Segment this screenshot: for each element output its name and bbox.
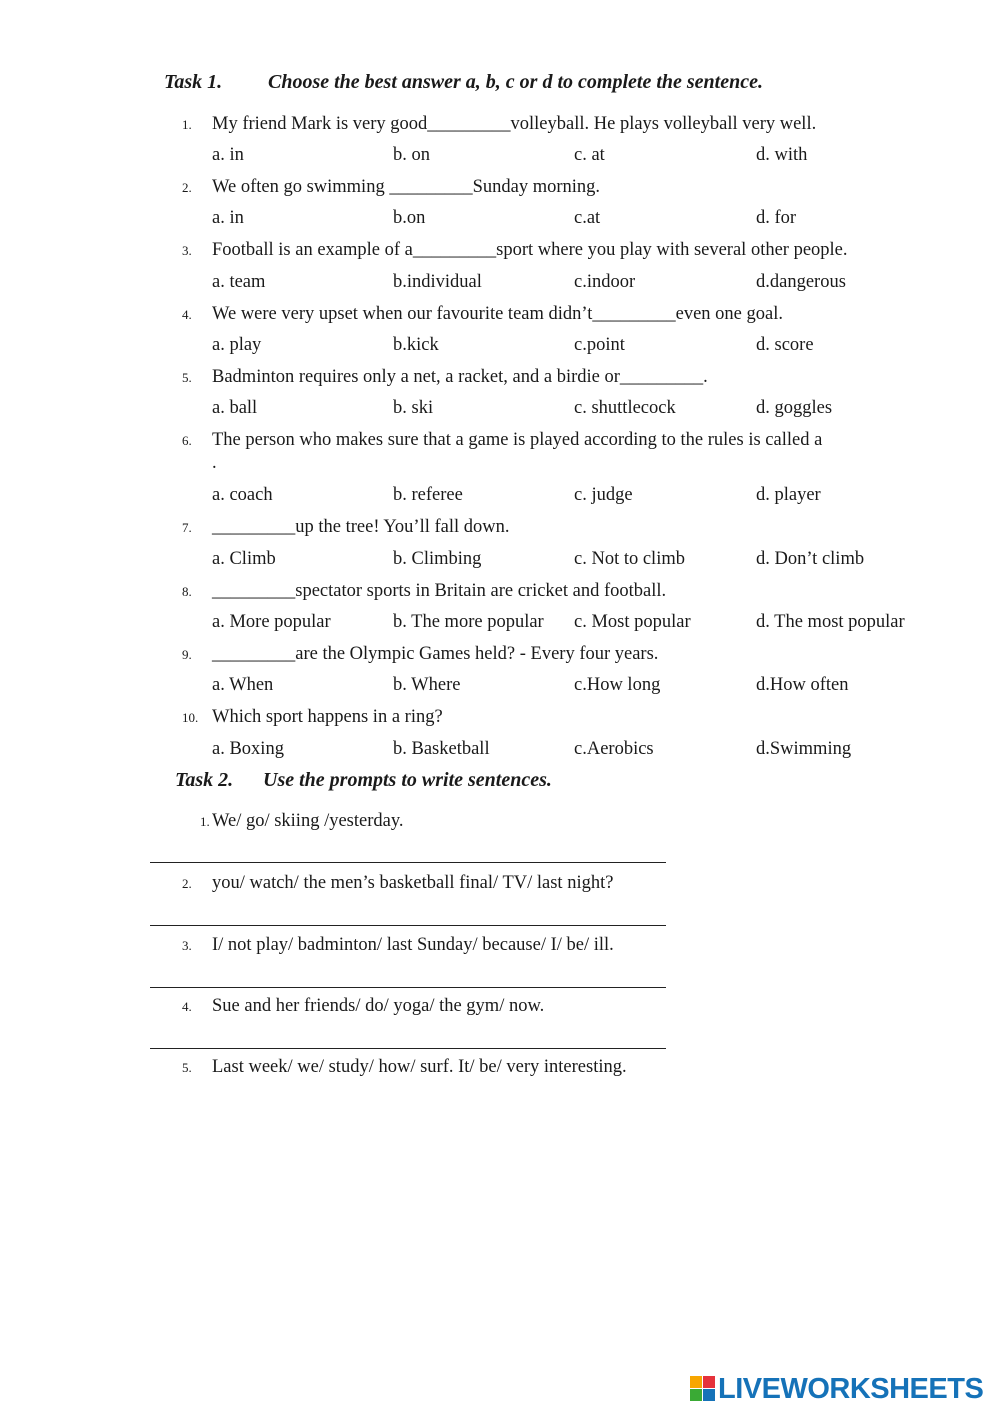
option-a[interactable]: a. in [212,208,244,228]
option-a[interactable]: a. in [212,145,244,165]
option-b[interactable]: b.kick [393,335,439,355]
liveworksheets-logo-icon [690,1376,716,1402]
option-b[interactable]: b. The more popular [393,612,544,632]
prompt-number: 1. [200,814,210,829]
question-number: 10. [182,710,199,725]
option-c[interactable]: c.at [574,208,601,228]
watermark-text: LIVEWORKSHEETS [718,1372,984,1405]
option-a[interactable]: a. ball [212,398,258,418]
question-text: Which sport happens in a ring? [212,707,443,727]
task1-label: Task 1. [164,71,223,93]
option-d[interactable]: d. goggles [756,398,833,418]
question-number: 8. [182,584,192,599]
option-c[interactable]: c.Aerobics [574,739,654,759]
prompt-text: Sue and her friends/ do/ yoga/ the gym/ now. [212,996,545,1016]
question-number: 3. [182,243,192,258]
question-number: 9. [182,647,192,662]
prompt-number: 2. [182,876,192,891]
answer-line[interactable] [150,925,666,926]
option-c[interactable]: c. shuttlecock [574,398,676,418]
option-b[interactable]: b. Climbing [393,549,482,569]
question-text: _________spectator sports in Britain are cricket and football. [212,581,667,601]
option-d[interactable]: d.How often [756,675,849,695]
question-number: 4. [182,307,192,322]
option-a[interactable]: a. play [212,335,262,355]
question-text: The person who makes sure that a game is played according to the rules is called a [212,430,823,450]
question-number: 5. [182,370,192,385]
option-d[interactable]: d. player [756,485,821,505]
option-c[interactable]: c. at [574,145,605,165]
option-d[interactable]: d. Don’t climb [756,549,865,569]
task1-instruction: Choose the best answer a, b, c or d to complete the sentence. [268,71,763,93]
answer-line[interactable] [150,987,666,988]
question-number: 7. [182,520,192,535]
prompt-number: 5. [182,1060,192,1075]
option-d[interactable]: d. score [756,335,814,355]
option-a[interactable]: a. More popular [212,612,331,632]
option-b[interactable]: b. referee [393,485,463,505]
option-d[interactable]: d.Swimming [756,739,852,759]
question-text: Football is an example of a_________sport where you play with several other people. [212,240,848,260]
option-a[interactable]: a. When [212,675,274,695]
answer-line[interactable] [150,862,666,863]
prompt-text: We/ go/ skiing /yesterday. [212,811,404,831]
option-b[interactable]: b. on [393,145,430,165]
option-d[interactable]: d.dangerous [756,272,846,292]
prompt-text: I/ not play/ badminton/ last Sunday/ because/ I/ be/ ill. [212,935,614,955]
option-c[interactable]: c.How long [574,675,661,695]
option-b[interactable]: b. Basketball [393,739,490,759]
option-c[interactable]: c. judge [574,485,633,505]
option-d[interactable]: d. The most popular [756,612,905,632]
answer-line[interactable] [150,1048,666,1049]
question-text: We were very upset when our favourite team didn’t_________even one goal. [212,304,783,324]
question-text: Badminton requires only a net, a racket, and a birdie or_________. [212,367,708,387]
option-b[interactable]: b. ski [393,398,434,418]
question-text: My friend Mark is very good_________volleyball. He plays volleyball very well. [212,114,817,134]
prompt-number: 4. [182,999,192,1014]
option-d[interactable]: d. for [756,208,797,228]
question-number: 6. [182,433,192,448]
option-a[interactable]: a. Climb [212,549,276,569]
option-a[interactable]: a. Boxing [212,739,284,759]
prompt-text: you/ watch/ the men’s basketball final/ TV/ last night? [212,873,614,893]
option-c[interactable]: c.indoor [574,272,636,292]
option-d[interactable]: d. with [756,145,808,165]
option-b[interactable]: b. Where [393,675,461,695]
question-text-continuation: . [212,453,217,473]
option-b[interactable]: b.on [393,208,426,228]
task2-instruction: Use the prompts to write sentences. [263,769,552,791]
prompt-text: Last week/ we/ study/ how/ surf. It/ be/ very interesting. [212,1057,627,1077]
option-c[interactable]: c. Most popular [574,612,691,632]
prompt-number: 3. [182,938,192,953]
option-a[interactable]: a. team [212,272,266,292]
task2-label: Task 2. [175,769,234,791]
question-text: _________are the Olympic Games held? - Every four years. [212,644,659,664]
option-c[interactable]: c. Not to climb [574,549,685,569]
question-number: 1. [182,117,192,132]
liveworksheets-watermark [690,1374,983,1404]
question-text: _________up the tree! You’ll fall down. [212,517,510,537]
option-b[interactable]: b.individual [393,272,482,292]
option-a[interactable]: a. coach [212,485,273,505]
option-c[interactable]: c.point [574,335,625,355]
question-text: We often go swimming _________Sunday morning. [212,177,601,197]
question-number: 2. [182,180,192,195]
